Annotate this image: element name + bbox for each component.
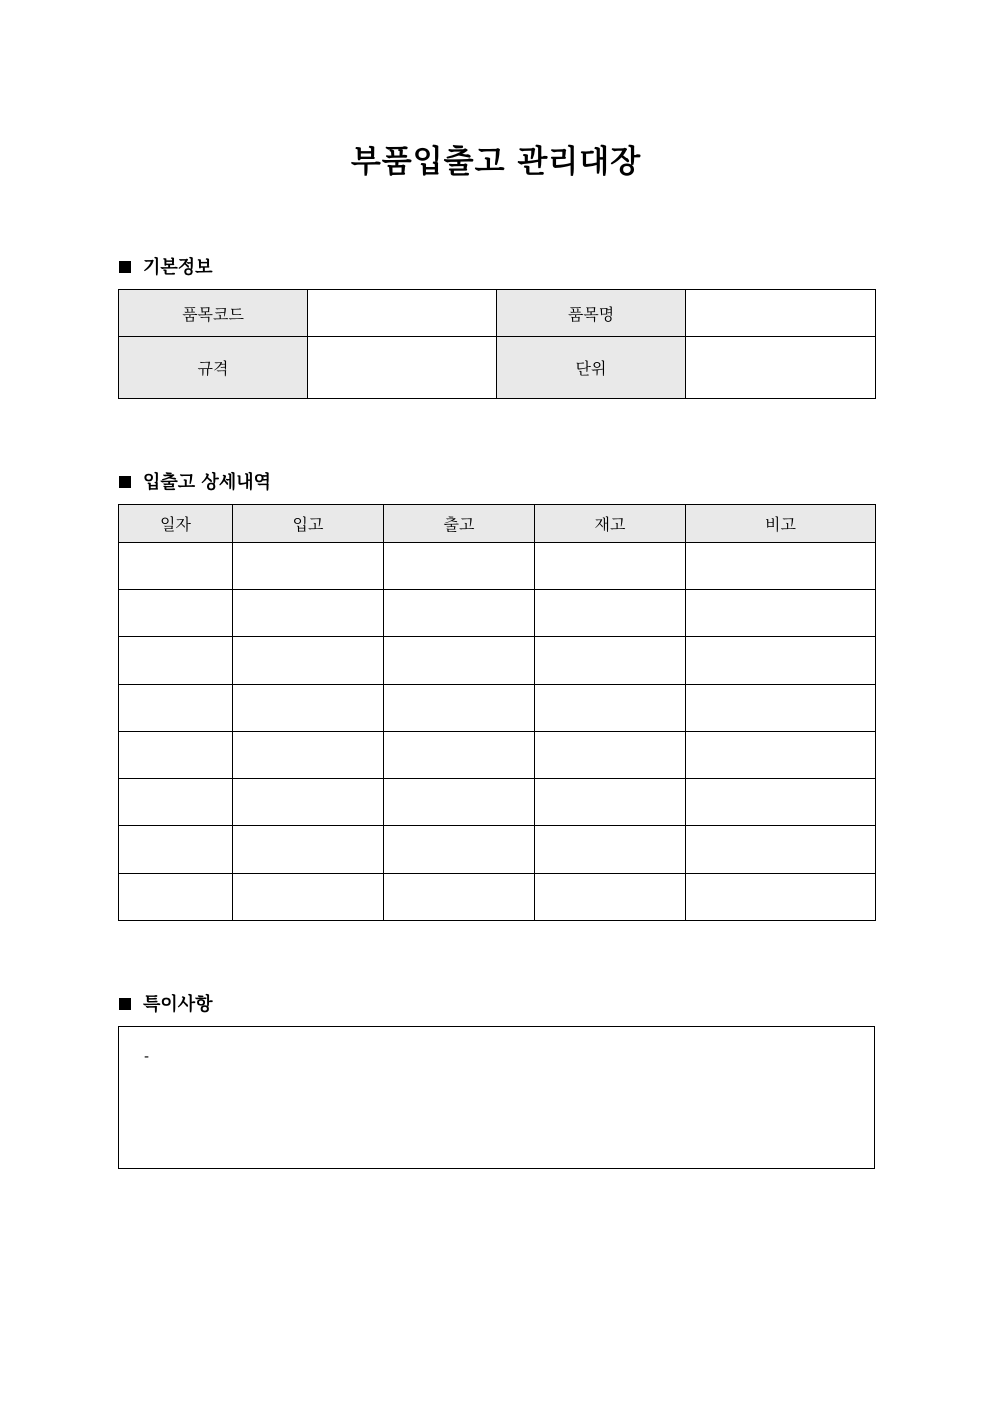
- outbound-cell[interactable]: [384, 637, 535, 685]
- date-cell[interactable]: [119, 685, 233, 732]
- date-cell[interactable]: [119, 826, 233, 874]
- date-cell[interactable]: [119, 874, 233, 921]
- outbound-cell[interactable]: [384, 590, 535, 637]
- date-cell[interactable]: [119, 779, 233, 826]
- date-cell[interactable]: [119, 637, 233, 685]
- remarks-cell[interactable]: [686, 637, 876, 685]
- table-row: [119, 874, 876, 921]
- inbound-cell[interactable]: [233, 543, 384, 590]
- notes-heading: [119, 990, 213, 1016]
- square-bullet-icon: [119, 261, 131, 273]
- notes-heading-text: 특이사항: [143, 994, 213, 1015]
- inbound-cell[interactable]: [233, 826, 384, 874]
- table-row: [119, 732, 876, 779]
- outbound-cell[interactable]: [384, 732, 535, 779]
- square-bullet-icon: [119, 998, 131, 1010]
- date-cell[interactable]: [119, 543, 233, 590]
- outbound-cell[interactable]: [384, 826, 535, 874]
- column-header-inbound: 입고: [233, 505, 384, 543]
- remarks-cell[interactable]: [686, 826, 876, 874]
- item-name-label: 품목명: [497, 290, 686, 337]
- table-row: [119, 290, 876, 337]
- details-heading-text: 입출고 상세내역: [143, 472, 271, 493]
- outbound-cell[interactable]: [384, 685, 535, 732]
- table-row: [119, 637, 876, 685]
- spec-field[interactable]: [308, 337, 497, 399]
- stock-cell[interactable]: [535, 590, 686, 637]
- stock-cell[interactable]: [535, 874, 686, 921]
- table-row: [119, 685, 876, 732]
- stock-cell[interactable]: [535, 732, 686, 779]
- date-cell[interactable]: [119, 732, 233, 779]
- outbound-cell[interactable]: [384, 779, 535, 826]
- stock-cell[interactable]: [535, 543, 686, 590]
- inbound-cell[interactable]: [233, 685, 384, 732]
- item-code-label: 품목코드: [119, 290, 308, 337]
- column-header-outbound: 출고: [384, 505, 535, 543]
- square-bullet-icon: [119, 476, 131, 488]
- stock-cell[interactable]: [535, 685, 686, 732]
- remarks-cell[interactable]: [686, 732, 876, 779]
- details-table: [118, 504, 876, 921]
- inbound-cell[interactable]: [233, 590, 384, 637]
- remarks-cell[interactable]: [686, 590, 876, 637]
- stock-cell[interactable]: [535, 637, 686, 685]
- basic-info-table: [118, 289, 876, 399]
- document-title: 부품입출고 관리대장: [350, 144, 642, 180]
- remarks-cell[interactable]: [686, 543, 876, 590]
- details-heading: [119, 468, 271, 494]
- table-row: [119, 543, 876, 590]
- column-header-date: 일자: [119, 505, 233, 543]
- table-row: [119, 590, 876, 637]
- inbound-cell[interactable]: [233, 732, 384, 779]
- remarks-cell[interactable]: [686, 874, 876, 921]
- item-name-field[interactable]: [686, 290, 876, 337]
- inbound-cell[interactable]: [233, 779, 384, 826]
- item-code-field[interactable]: [308, 290, 497, 337]
- date-cell[interactable]: [119, 590, 233, 637]
- remarks-cell[interactable]: [686, 685, 876, 732]
- stock-cell[interactable]: [535, 779, 686, 826]
- table-header-row: [119, 505, 876, 543]
- inbound-cell[interactable]: [233, 637, 384, 685]
- unit-label: 단위: [497, 337, 686, 399]
- column-header-remarks: 비고: [686, 505, 876, 543]
- table-row: [119, 779, 876, 826]
- stock-cell[interactable]: [535, 826, 686, 874]
- column-header-stock: 재고: [535, 505, 686, 543]
- notes-text: -: [144, 1049, 150, 1065]
- outbound-cell[interactable]: [384, 874, 535, 921]
- spec-label: 규격: [119, 337, 308, 399]
- basic-info-heading-text: 기본정보: [143, 257, 213, 278]
- outbound-cell[interactable]: [384, 543, 535, 590]
- table-row: [119, 826, 876, 874]
- notes-box[interactable]: [118, 1026, 875, 1169]
- unit-field[interactable]: [686, 337, 876, 399]
- basic-info-heading: [119, 253, 213, 279]
- table-row: [119, 337, 876, 399]
- remarks-cell[interactable]: [686, 779, 876, 826]
- inbound-cell[interactable]: [233, 874, 384, 921]
